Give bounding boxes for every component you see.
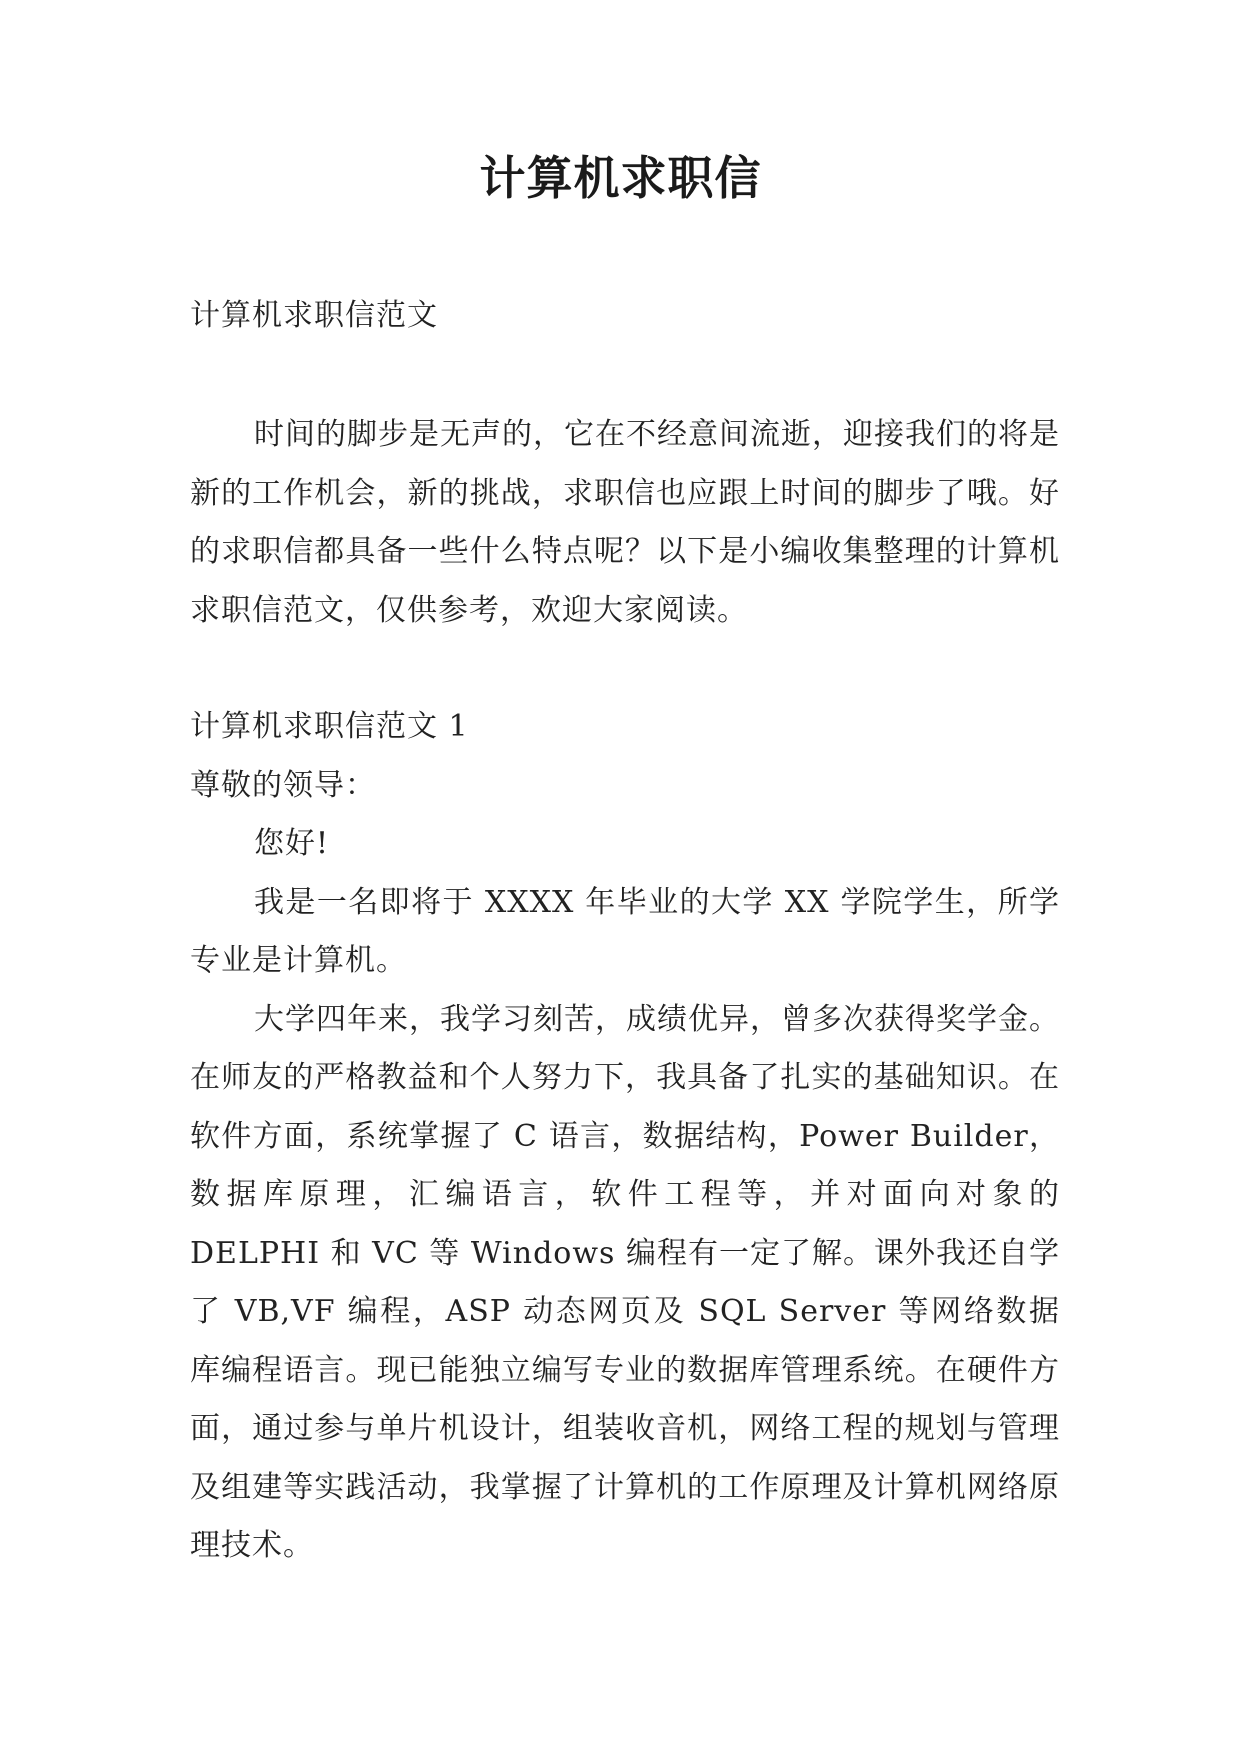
letter-greeting: 您好! — [254, 826, 330, 861]
letter-section — [190, 698, 1060, 1576]
letter-paragraph-1: 我是一名即将于 XXXX 年毕业的大学 XX 学院学生，所学专业是计算机。 — [190, 884, 1060, 978]
document-title: 计算机求职信 — [479, 151, 762, 205]
letter-paragraph-2: 大学四年来，我学习刻苦，成绩优异，曾多次获得奖学金。在师友的严格教益和个人努力下，我具备了扎实的基础知识。在软件方面，系统掌握了 C 语言，数据结构，Power Builder，数据库原理，汇编语言，软件工程等，并对面向对象的 DELPHI 和 VC 等 Windows 编程有一定了解。课外我还自学了 VB,VF 编程，ASP 动态网页及 SQL Server 等网络数据库编程语言。现已能独立编写专业的数据库管理系统。在硬件方面，通过参与单片机设计，组装收音机，网络工程的规划与管理及组建等实践活动，我掌握了计算机的工作原理及计算机网络原理技术。 — [190, 1001, 1060, 1563]
letter-heading: 计算机求职信范文 1 — [190, 709, 469, 744]
document-subtitle: 计算机求职信范文 — [190, 298, 438, 333]
letter-salutation: 尊敬的领导： — [190, 767, 376, 803]
intro-paragraph: 时间的脚步是无声的，它在不经意间流逝，迎接我们的将是新的工作机会，新的挑战，求职信也应跟上时间的脚步了哦。好的求职信都具备一些什么特点呢？以下是小编收集整理的计算机求职信范文，仅供参考，欢迎大家阅读。 — [190, 417, 1060, 628]
